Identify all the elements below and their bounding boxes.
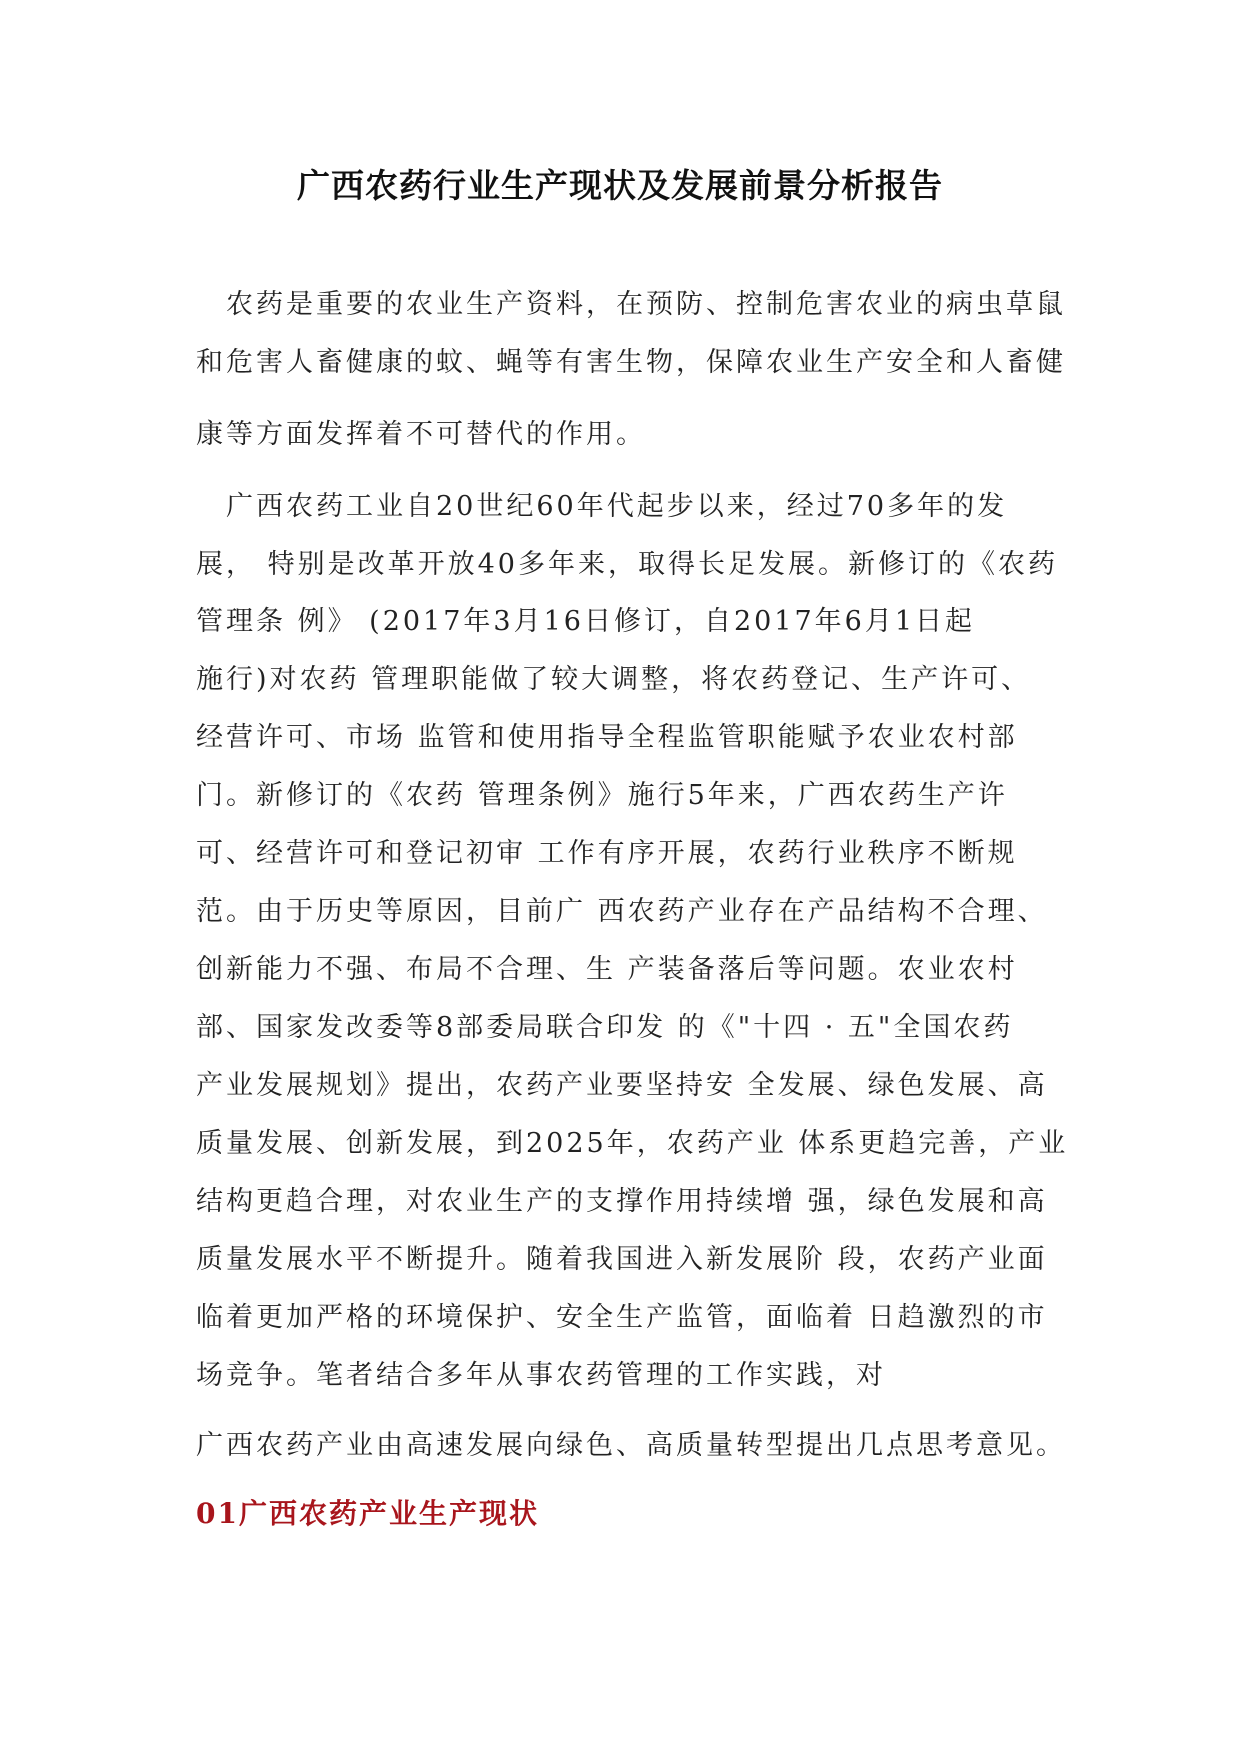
paragraph-2-line: 临着更加严格的环境保护、安全生产监管，面临着 日趋激烈的市 [196, 1302, 1048, 1333]
paragraph-2-line: 施行)对农药 管理职能做了较大调整，将农药登记、生产许可、 [196, 664, 1032, 695]
paragraph-1-line: 农药是重要的农业生产资料，在预防、控制危害农业的病虫草鼠 [196, 289, 1066, 320]
paragraph-2-line: 质量发展水平不断提升。随着我国进入新发展阶 段，农药产业面 [196, 1244, 1048, 1275]
paragraph-2-line: 可、经营许可和登记初审 工作有序开展，农药行业秩序不断规 [196, 838, 1018, 869]
paragraph-2-line: 部、国家发改委等8部委局联合印发 的《"十四 · 五"全国农药 [196, 1012, 1014, 1043]
paragraph-2-line: 范。由于历史等原因，目前广 西农药产业存在产品结构不合理、 [196, 896, 1048, 927]
paragraph-2-line: 结构更趋合理，对农业生产的支撑作用持续增 强，绿色发展和高 [196, 1186, 1048, 1217]
paragraph-1-line: 康等方面发挥着不可替代的作用。 [196, 419, 646, 450]
paragraph-2-line: 广西农药工业自20世纪60年代起步以来，经过70多年的发 [196, 491, 1008, 522]
paragraph-2-line: 产业发展规划》提出，农药产业要坚持安 全发展、绿色发展、高 [196, 1070, 1048, 1101]
section-heading: 01广西农药产业生产现状 [196, 1497, 539, 1530]
paragraph-2-line: 管理条 例》 (2017年3月16日修订，自2017年6月1日起 [196, 606, 976, 637]
paragraph-3-line: 广西农药产业由高速发展向绿色、高质量转型提出几点思考意见。 [196, 1430, 1066, 1461]
paragraph-2-line: 场竞争。笔者结合多年从事农药管理的工作实践，对 [196, 1360, 886, 1391]
paragraph-1-line: 和危害人畜健康的蚊、蝇等有害生物，保障农业生产安全和人畜健 [196, 347, 1066, 378]
paragraph-2-line: 创新能力不强、布局不合理、生 产装备落后等问题。农业农村 [196, 954, 1018, 985]
paragraph-2-line: 门。新修订的《农药 管理条例》施行5年来，广西农药生产许 [196, 780, 1008, 811]
paragraph-2-line: 质量发展、创新发展，到2025年，农药产业 体系更趋完善，产业 [196, 1128, 1069, 1159]
paragraph-2-line: 经营许可、市场 监管和使用指导全程监管职能赋予农业农村部 [196, 722, 1018, 753]
paragraph-2-line: 展， 特别是改革开放40多年来，取得长足发展。新修订的《农药 [196, 549, 1058, 580]
document-title: 广西农药行业生产现状及发展前景分析报告 [297, 166, 943, 205]
